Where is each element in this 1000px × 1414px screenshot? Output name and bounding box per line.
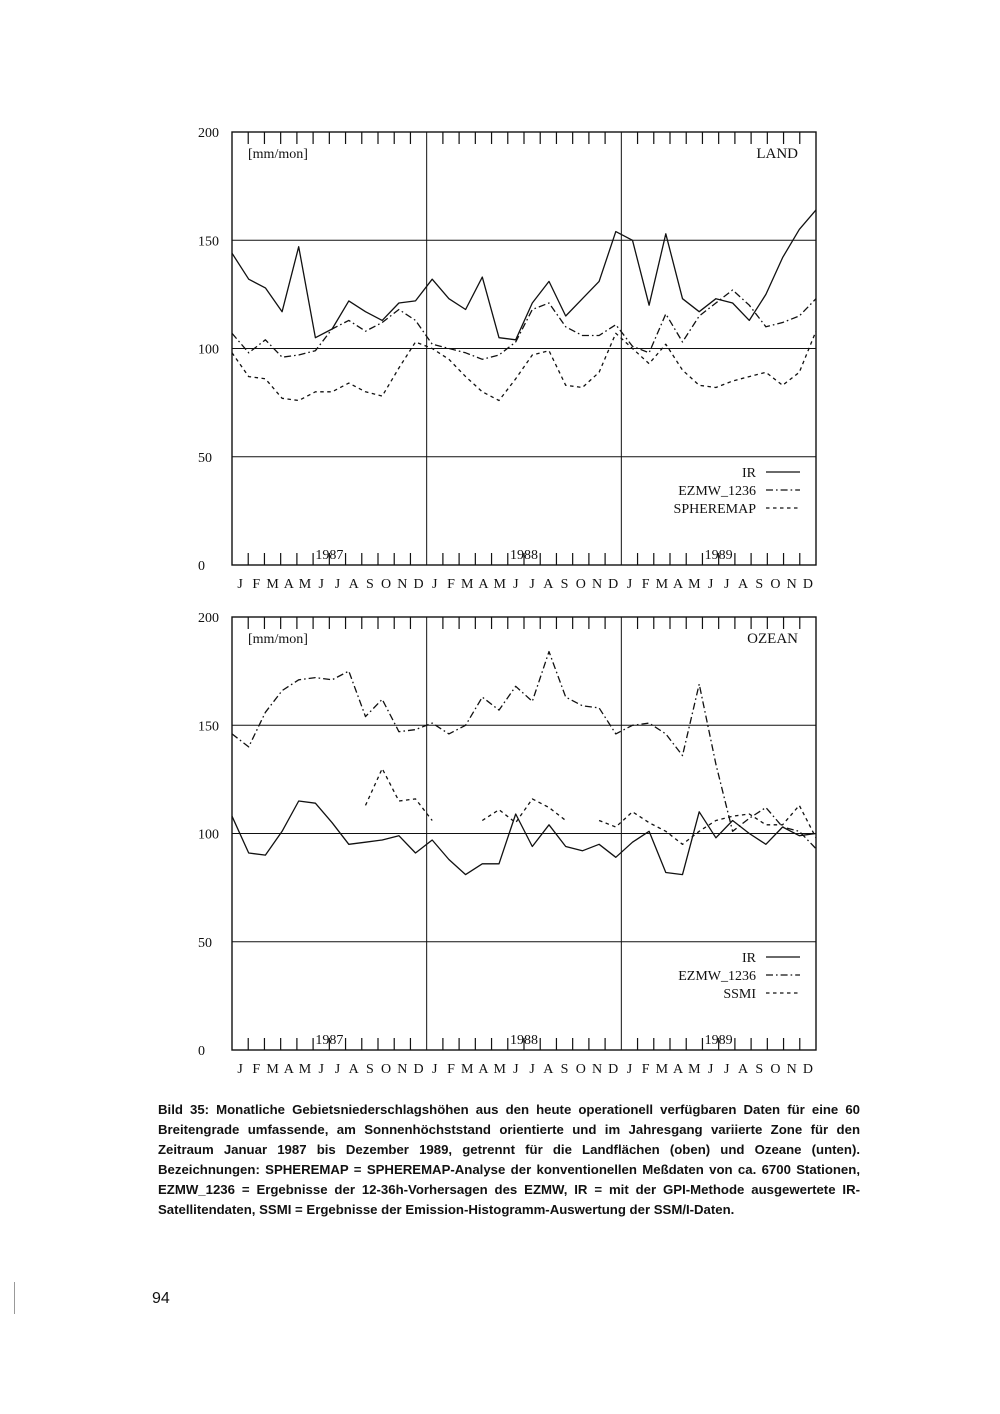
month-label: A	[737, 577, 749, 592]
series-line-ssmi	[366, 769, 433, 821]
series-line-ssmi	[482, 799, 565, 823]
month-label: J	[334, 1062, 341, 1077]
month-label: S	[560, 577, 569, 592]
month-label: S	[365, 577, 374, 592]
month-label: A	[348, 1062, 359, 1077]
figure-caption: Bild 35: Monatliche Gebietsniederschlagshöhen aus den heute operationell verfügbaren Daten für eine 60 Breitengrade umfassende, am Sonnenhöchststand orientierte und im Jahresgang variierte Zone für den Zeitraum Januar 1987 bis Dezember 1989, getrennt für die Landflächen (oben) und Ozeane (unten). Bezeichnungen: SPHEREMAP = SPHEREMAP-Analyse der konventionellen Meßdaten von ca. 6700 Stationen, EZMW_1236 = Ergebnisse der 12-36h-Vorhersagen des EZMW, IR = mit der GPI-Methode ausgewertete IR-Satellitendaten, SSMI = Ergebnisse der Emission-Histogramm-Auswertung der SSM/I-Daten.	[158, 1102, 860, 1217]
month-label: F	[641, 1062, 650, 1077]
month-label: F	[252, 577, 261, 592]
ocean-chart	[0, 595, 1000, 1075]
year-label: 1988	[510, 548, 538, 563]
month-label: M	[298, 1062, 312, 1077]
month-label: J	[237, 577, 243, 592]
month-label: J	[707, 577, 714, 592]
y-tick-label: 50	[198, 450, 212, 466]
month-label: J	[529, 1062, 535, 1077]
y-tick-label: 200	[198, 611, 219, 626]
y-tick-label: 100	[198, 342, 219, 358]
month-label: J	[318, 577, 324, 592]
y-tick-label: 0	[198, 559, 205, 574]
month-label: O	[770, 1062, 781, 1077]
month-label: A	[543, 577, 554, 592]
month-label: S	[560, 1062, 569, 1077]
y-tick-label: 150	[198, 234, 219, 250]
legend-label: EZMW_1236	[678, 969, 756, 984]
month-label: A	[283, 1062, 294, 1077]
y-tick-label: 0	[198, 1044, 205, 1059]
month-label: S	[755, 1062, 764, 1077]
legend-label: SPHEREMAP	[673, 502, 756, 517]
month-label: J	[237, 1062, 243, 1077]
month-label: O	[381, 577, 392, 592]
month-label: J	[432, 1062, 438, 1077]
month-label: M	[266, 577, 279, 592]
month-label: F	[447, 1062, 455, 1077]
month-label: D	[413, 577, 424, 592]
month-label: M	[688, 577, 701, 592]
month-label: M	[688, 1062, 701, 1077]
y-tick-label: 150	[198, 719, 219, 735]
month-label: J	[529, 577, 535, 592]
month-label: F	[252, 1062, 261, 1077]
month-label: N	[786, 577, 797, 592]
month-label: A	[478, 577, 489, 592]
panel-label: LAND	[756, 146, 798, 162]
month-label: M	[493, 1062, 506, 1077]
month-label: M	[460, 577, 474, 592]
month-label: J	[724, 577, 730, 592]
month-label: N	[397, 1062, 408, 1077]
month-label: D	[413, 1062, 424, 1077]
land-chart	[0, 110, 1000, 590]
month-label: S	[365, 1062, 374, 1077]
series-line-ir	[232, 210, 816, 340]
month-label: J	[707, 1062, 714, 1077]
y-tick-label: 50	[198, 935, 212, 951]
month-label: J	[432, 577, 438, 592]
legend-label: EZMW_1236	[678, 484, 756, 499]
month-label: D	[802, 577, 813, 592]
month-label: A	[543, 1062, 554, 1077]
month-label: N	[786, 1062, 797, 1077]
month-label: M	[655, 577, 669, 592]
unit-label: [mm/mon]	[248, 632, 308, 647]
month-label: J	[318, 1062, 324, 1077]
year-label: 1988	[510, 1033, 538, 1048]
month-label: J	[513, 1062, 519, 1077]
month-label: O	[575, 1062, 586, 1077]
month-label: A	[673, 1062, 684, 1077]
year-label: 1989	[704, 1033, 733, 1048]
month-label: S	[755, 577, 764, 592]
y-tick-label: 200	[198, 126, 219, 141]
month-label: M	[298, 577, 312, 592]
month-label: D	[608, 1062, 619, 1077]
year-label: 1987	[315, 548, 344, 563]
month-label: J	[626, 1062, 633, 1077]
unit-label: [mm/mon]	[248, 147, 308, 162]
month-label: D	[608, 577, 619, 592]
month-label: A	[283, 577, 294, 592]
month-label: J	[626, 577, 633, 592]
month-label: M	[460, 1062, 474, 1077]
month-label: O	[770, 577, 781, 592]
series-line-spheremap	[232, 331, 816, 400]
month-label: A	[673, 577, 684, 592]
month-label: N	[397, 577, 408, 592]
month-label: A	[478, 1062, 489, 1077]
month-label: J	[334, 577, 341, 592]
month-label: N	[591, 1062, 603, 1077]
month-label: A	[737, 1062, 749, 1077]
month-label: O	[381, 1062, 392, 1077]
year-label: 1987	[315, 1033, 344, 1048]
series-line-ezmw_1236	[232, 652, 816, 849]
month-label: M	[655, 1062, 669, 1077]
legend-label: IR	[742, 951, 756, 966]
month-label: J	[724, 1062, 730, 1077]
panel-label: OZEAN	[747, 631, 798, 647]
month-label: M	[266, 1062, 279, 1077]
month-label: O	[575, 577, 586, 592]
page-number: 94	[152, 1290, 170, 1307]
month-label: A	[348, 577, 359, 592]
scan-mark	[14, 1282, 15, 1314]
legend-label: IR	[742, 466, 756, 481]
month-label: F	[641, 577, 650, 592]
month-label: F	[447, 577, 455, 592]
month-label: J	[513, 577, 519, 592]
month-label: N	[591, 577, 603, 592]
month-label: M	[493, 577, 506, 592]
year-label: 1989	[704, 548, 733, 563]
y-tick-label: 100	[198, 827, 219, 843]
legend-label: SSMI	[723, 987, 756, 1002]
month-label: D	[802, 1062, 813, 1077]
